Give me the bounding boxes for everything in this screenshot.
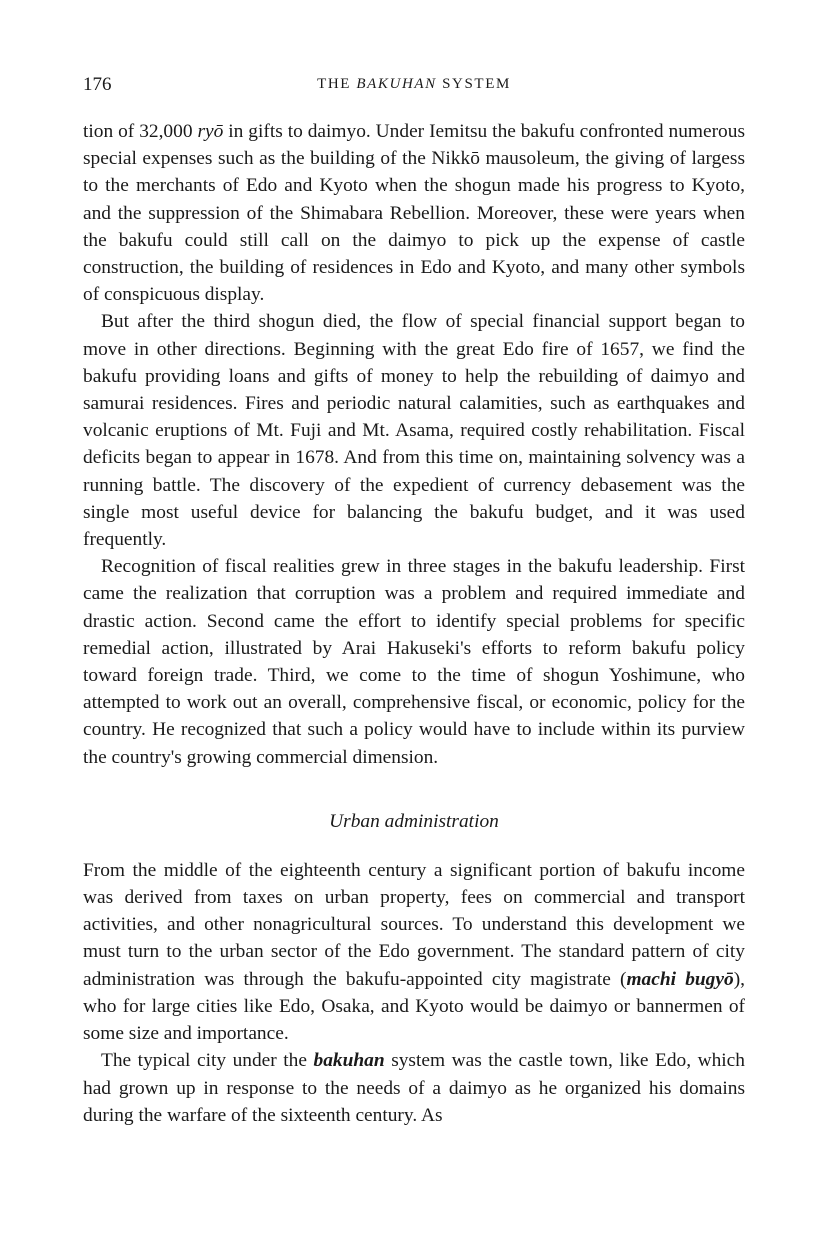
paragraph-5-text-a: The typical city under the <box>101 1050 314 1072</box>
running-title <box>83 76 745 93</box>
paragraph-1-text-a: tion of 32,000 <box>83 121 198 142</box>
paragraph-3: Recognition of fiscal realities grew in three stages in the bakufu leadership. First came the realization that corruption was a problem and required immediate and drastic action. Second came the effort to identify special problems for specific remedial action, illustrated by Arai Hakuseki's efforts to reform bakufu policy toward foreign trade. Third, we come to the time of shogun Yoshimune, who attempted to work out an overall, comprehensive fiscal, or economic, policy for the country. He recognized that such a policy would have to include within its purview the country's growing commercial dimension. <box>83 556 745 768</box>
running-head <box>83 74 745 100</box>
term-bakuhan: bakuhan <box>313 1050 385 1072</box>
running-title-suffix: SYSTEM <box>436 76 511 92</box>
term-ryo: ryō <box>197 121 224 142</box>
paragraph-4-text-b: ), who for large cities like Edo, Osaka, and Kyoto would be daimyo or bannermen of some size and importance. <box>83 968 745 1045</box>
book-page <box>83 74 745 1129</box>
running-title-prefix: THE <box>317 76 357 92</box>
page-number: 176 <box>83 74 112 95</box>
section-heading: Urban administration <box>329 810 499 832</box>
term-machi-bugyo: machi bugyō <box>626 968 734 990</box>
paragraph-5-text-b: system was the castle town, like Edo, which had grown up in response to the needs of a daimyo as he organized his domains during the warfare of the sixteenth century. As <box>83 1050 745 1126</box>
paragraph-1 <box>83 118 745 308</box>
paragraph-1-text-b: in gifts to daimyo. Under Iemitsu the bakufu confronted numerous special expenses such as the building of the Nikkō mausoleum, the giving of largess to the merchants of Edo and Kyoto when the shogun made his progress to Kyoto, and the suppression of the Shimabara Rebellion. Moreover, these were years when the bakufu could still call on the daimyo to pick up the expense of castle construction, the building of residences in Edo and Kyoto, and many other symbols of conspicuous display. <box>83 121 745 306</box>
paragraph-4-text-a: From the middle of the eighteenth century a significant portion of bakufu income was derived from taxes on urban property, fees on commercial and transport activities, and other nonagricultural sources. To understand this development we must turn to the urban sector of the Edo government. The standard pattern of city administration was through the bakufu-appointed city magistrate ( <box>83 859 745 990</box>
paragraph-4 <box>83 857 745 1047</box>
paragraph-5 <box>83 1047 745 1129</box>
running-title-italic: BAKUHAN <box>356 76 437 92</box>
paragraph-2: But after the third shogun died, the flow of special financial support began to move in other directions. Beginning with the great Edo fire of 1657, we find the bakufu providing loans and gifts of money to help the rebuilding of daimyo and samurai residences. Fires and periodic natural calamities, such as earthquakes and volcanic eruptions of Mt. Fuji and Mt. Asama, required costly rehabilitation. Fiscal deficits began to appear in 1678. And from this time on, maintaining solvency was a running battle. The discovery of the expedient of currency debasement was the single most useful device for balancing the bakufu budget, and it was used frequently. <box>83 311 745 551</box>
body-text <box>83 118 745 1129</box>
